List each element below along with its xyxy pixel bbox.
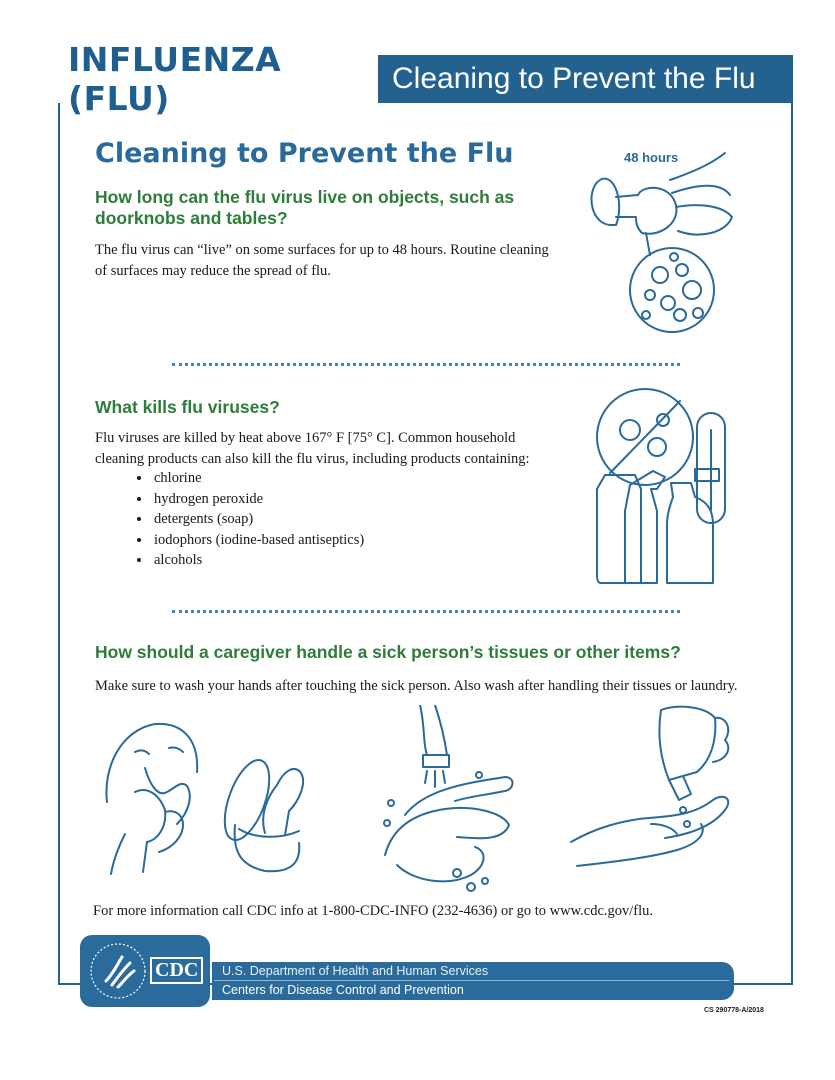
- sneezing-person-icon: [95, 712, 215, 877]
- section1-question-line1: How long can the flu virus live on objects, such as: [95, 187, 515, 207]
- footer-info: For more information call CDC info at 1-800-CDC-INFO (232-4636) or go to www.cdc.gov/flu.: [93, 903, 654, 919]
- thermometer-cleaning-products-icon: [585, 385, 735, 590]
- list-item: • chlorine: [152, 468, 364, 489]
- doorknob-virus-icon: [580, 145, 740, 340]
- hand-sanitizer-icon: [565, 700, 740, 890]
- ingredient-list: [138, 468, 364, 571]
- cdc-name: Centers for Disease Control and Prevention: [222, 983, 464, 997]
- banner-bold-text: INFLUENZA (FLU): [68, 40, 282, 118]
- banner-subtitle-text: Cleaning to Prevent the Flu: [392, 62, 756, 95]
- divider-1: [172, 363, 680, 366]
- banner-subtitle-box: [378, 55, 793, 103]
- list-item: • hydrogen peroxide: [152, 489, 364, 510]
- tissue-trash-icon: [215, 755, 315, 875]
- cdc-logo-text: CDC: [150, 957, 203, 984]
- header-banner: [58, 40, 793, 118]
- section2-body-line2: cleaning products can also kill the flu virus, including products containing:: [95, 451, 530, 467]
- list-item: • detergents (soap): [152, 509, 364, 530]
- section2-question: What kills flu viruses?: [95, 397, 280, 417]
- section3-body: Make sure to wash your hands after touching the sick person. Also wash after handling their tissues or laundry.: [95, 678, 738, 694]
- section3-question: How should a caregiver handle a sick person’s tissues or other items?: [95, 642, 681, 662]
- section2-body-line1: Flu viruses are killed by heat above 167° F [75° C]. Common household: [95, 430, 516, 446]
- hand-washing-icon: [375, 705, 525, 895]
- section1-body-line2: of surfaces may reduce the spread of flu.: [95, 263, 331, 279]
- list-item: • alcohols: [152, 550, 364, 571]
- cdc-logo-panel: [80, 935, 210, 1007]
- banner-bold-box: [58, 40, 376, 118]
- document-code: CS 290778-A/2018: [704, 1007, 764, 1014]
- section1-body-line1: The flu virus can “live” on some surfaces for up to 48 hours. Routine cleaning: [95, 242, 549, 258]
- section1-question-line2: doorknobs and tables?: [95, 208, 288, 228]
- hhs-eagle-icon: [88, 941, 148, 1001]
- hours-label: 48 hours: [624, 150, 679, 165]
- page-title: Cleaning to Prevent the Flu: [95, 138, 514, 169]
- divider-2: [172, 610, 680, 613]
- list-item: • iodophors (iodine-based antiseptics): [152, 530, 364, 551]
- hhs-name: U.S. Department of Health and Human Services: [222, 964, 489, 978]
- agency-bar-divider: [214, 980, 729, 981]
